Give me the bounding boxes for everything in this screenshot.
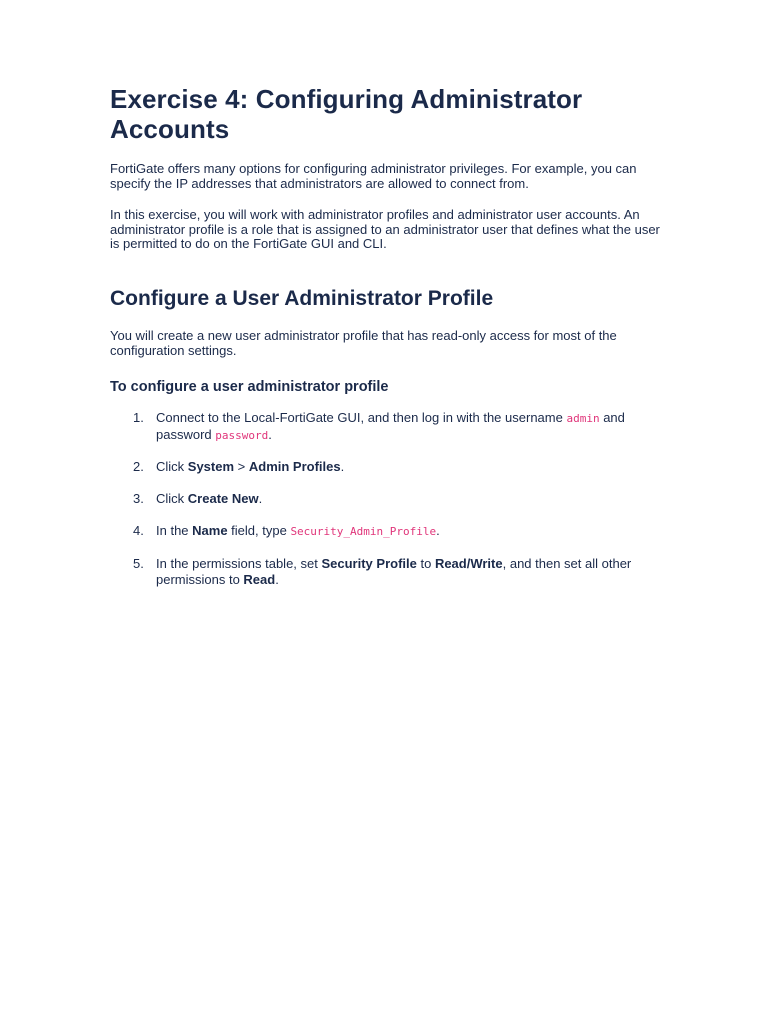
create-new-label: Create New <box>187 491 259 507</box>
step-text: In the permissions table, set <box>156 556 322 572</box>
step-text: field, type <box>227 523 291 539</box>
read-label: Read <box>243 571 276 587</box>
document-page <box>110 84 670 604</box>
step-text: In the <box>156 523 193 539</box>
section-heading: Configure a User Administrator Profile <box>110 286 494 310</box>
step-text: > <box>234 459 249 475</box>
step-4 <box>110 523 670 539</box>
step-3 <box>110 491 670 506</box>
step-2 <box>110 459 670 474</box>
step-5 <box>110 556 670 587</box>
step-text: Click <box>156 491 188 507</box>
intro-paragraph-2: In this exercise, you will work with administrator profiles and administrator user accounts. An administrator profile is a role that is assigned to an administrator user that defines what the user is permitted to do on the FortiGate GUI and CLI. <box>110 207 660 252</box>
step-text: , and then set all other permissions to <box>156 556 632 587</box>
procedure-steps <box>110 410 670 587</box>
step-text: . <box>275 571 279 587</box>
step-text: . <box>340 459 345 475</box>
page-title: Exercise 4: Configuring Administrator Accounts <box>110 84 583 144</box>
step-1 <box>110 410 670 443</box>
procedure-heading: To configure a user administrator profile <box>110 379 389 396</box>
step-number: 1. <box>133 410 144 426</box>
menu-admin-profiles: Admin Profiles <box>248 459 341 475</box>
intro-paragraph-1: FortiGate offers many options for configuring administrator privileges. For example, you can specify the IP addresses that administrators are allowed to connect from. <box>110 161 637 191</box>
step-number: 2. <box>133 459 144 475</box>
code-username: admin <box>566 412 600 426</box>
step-text: and password <box>156 410 625 442</box>
code-profile-name: Security_Admin_Profile <box>290 525 437 539</box>
step-text: . <box>436 523 440 539</box>
section-paragraph: You will create a new user administrator profile that has read-only access for most of the configuration settings. <box>110 327 617 358</box>
menu-system: System <box>187 459 235 475</box>
step-text: Click <box>156 459 188 475</box>
step-number: 3. <box>133 491 144 507</box>
code-password: password <box>215 428 269 442</box>
step-text: to <box>416 556 435 572</box>
name-field-label: Name <box>192 523 228 539</box>
step-text: . <box>268 426 272 442</box>
step-text: Connect to the Local-FortiGate GUI, and then log in with the username <box>156 410 567 426</box>
step-number: 4. <box>133 523 144 539</box>
step-text: . <box>258 491 263 507</box>
security-profile-label: Security Profile <box>321 556 417 572</box>
read-write-label: Read/Write <box>434 556 503 572</box>
step-number: 5. <box>133 556 144 572</box>
